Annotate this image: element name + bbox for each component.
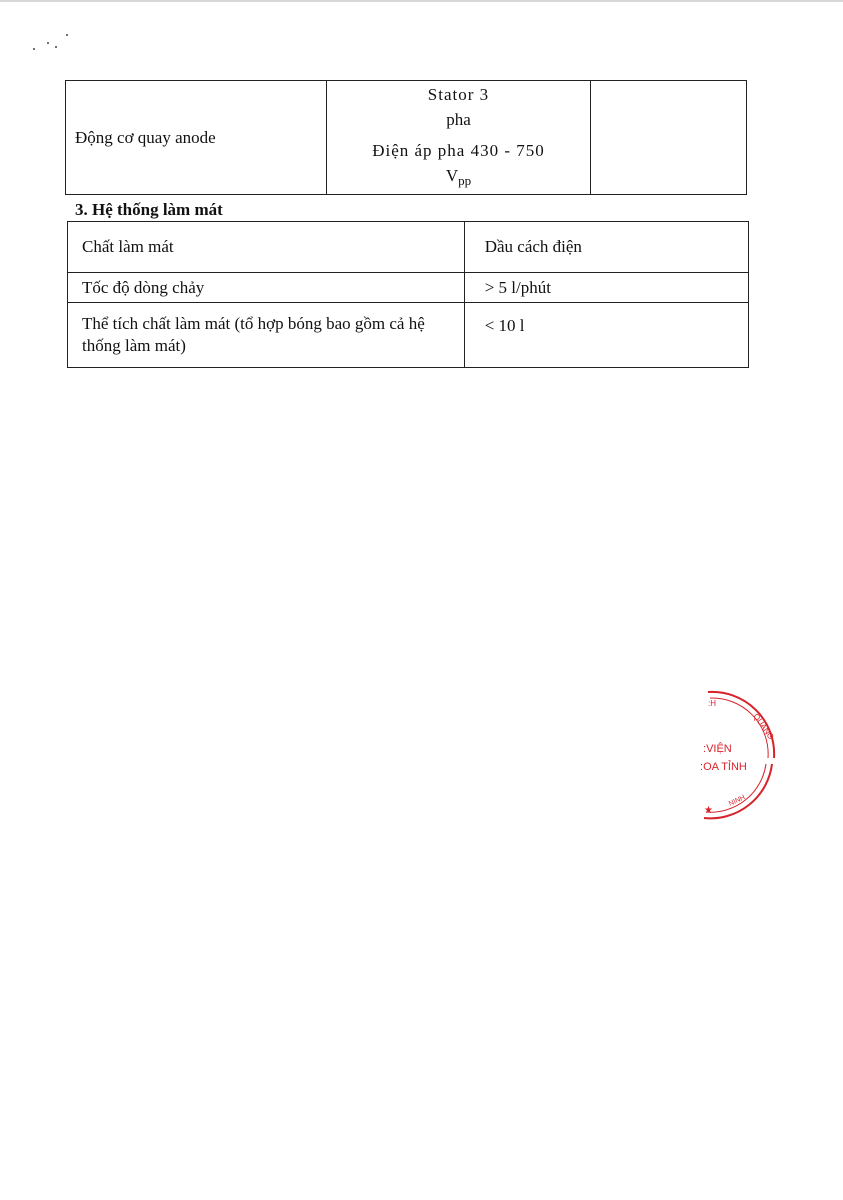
coolant-volume-label: Thể tích chất làm mát (tổ hợp bóng bao gồm cả hệ thống làm mát)	[68, 303, 465, 368]
stamp-star-icon: ★	[704, 805, 713, 816]
phase-line: pha	[446, 110, 471, 129]
vpp-line	[328, 163, 589, 193]
flow-rate-label: Tốc độ dòng chảy	[68, 273, 465, 303]
stamp-center-text: :VIỆN	[703, 743, 732, 755]
stamp-ring-text: NINH	[727, 794, 747, 808]
table-row	[66, 81, 747, 195]
voltage-line: Điện áp pha 430 - 750	[372, 141, 545, 160]
table-row	[68, 273, 749, 303]
flow-rate-value: > 5 l/phút	[464, 273, 748, 303]
official-stamp	[686, 688, 786, 828]
motor-label-cell: Động cơ quay anode	[66, 81, 327, 195]
coolant-label: Chất làm mát	[68, 222, 465, 273]
stamp-center-text: :OA TỈNH	[700, 761, 747, 773]
stamp-ring-text: QUẢNG	[751, 711, 776, 742]
stator-line: Stator 3	[427, 85, 490, 104]
table-row	[68, 303, 749, 368]
motor-value-cell	[326, 81, 590, 195]
top-border-line	[0, 0, 843, 2]
vpp-main: V	[445, 166, 459, 185]
motor-spec-table	[65, 80, 747, 195]
section-heading: 3. Hệ thống làm mát	[75, 200, 223, 219]
cooling-system-table	[67, 221, 749, 368]
motor-notes-cell	[591, 81, 747, 195]
coolant-volume-value: < 10 l	[464, 303, 748, 368]
coolant-value: Dầu cách điện	[464, 222, 748, 273]
svg-text::H: :H	[708, 699, 716, 708]
table-row	[68, 222, 749, 273]
vpp-subscript: pp	[458, 173, 472, 188]
scan-specks	[33, 30, 73, 55]
